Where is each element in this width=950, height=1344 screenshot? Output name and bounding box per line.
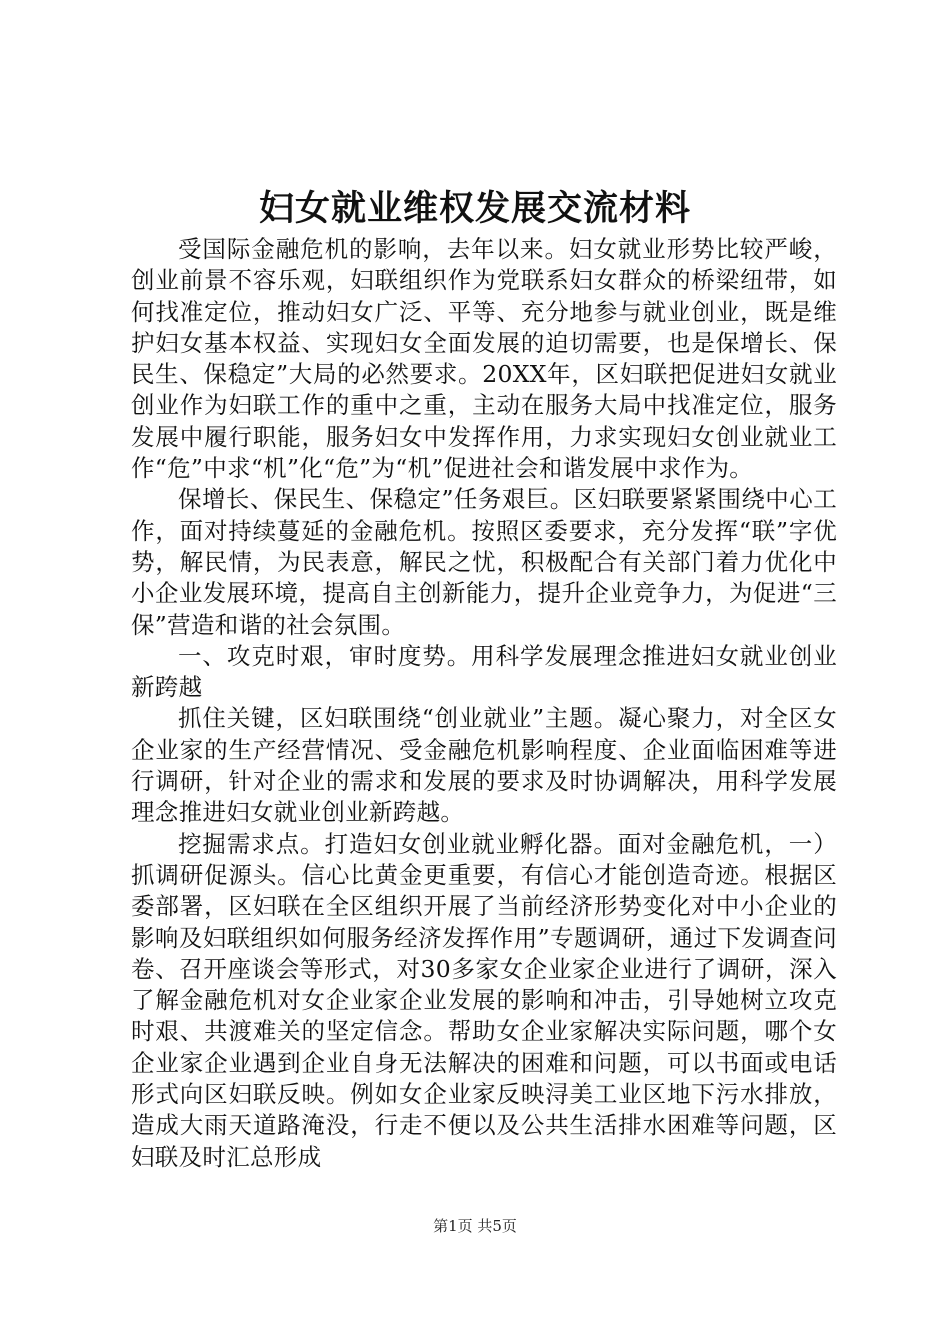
document-title: 妇女就业维权发展交流材料 (258, 188, 691, 229)
document-body (131, 234, 837, 1173)
section-heading-1: 一、攻克时艰，审时度势。用科学发展理念推进妇女就业创业新跨越 (131, 641, 837, 702)
paragraph-tasks: 保增长、保民生、保稳定”任务艰巨。区妇联要紧紧围绕中心工作，面对持续蔓延的金融危机。按照区委要求，充分发挥“联”字优势，解民情，为民表意，解民之忧，积极配合有关部门着力优化中小企业发展环境，提高自主创新能力，提升企业竞争力，为促进“三保”营造和谐的社会氛围。 (131, 485, 837, 639)
paragraph-key-points: 抓住关键，区妇联围绕“创业就业”主题。凝心聚力，对全区女企业家的生产经营情况、受金融危机影响程度、企业面临困难等进行调研，针对企业的需求和发展的要求及时协调解决，用科学发展理念推进妇女就业创业新跨越。 (131, 704, 837, 827)
paragraph-research: 挖掘需求点。打造妇女创业就业孵化器。面对金融危机，一）抓调研促源头。信心比黄金更重要，有信心才能创造奇迹。根据区委部署，区妇联在全区组织开展了当前经济形势变化对中小企业的影响及妇联组织如何服务经济发挥作用”专题调研，通过下发调查问卷、召开座谈会等形式，对30多家女企业家企业进行了调研，深入了解金融危机对女企业家企业发展的影响和冲击，引导她树立攻克时艰、共渡难关的坚定信念。帮助女企业家解决实际问题，哪个女企业家企业遇到企业自身无法解决的困难和问题，可以书面或电话形式向区妇联反映。例如女企业家反映浔美工业区地下污水排放，造成大雨天道路淹没，行走不便以及公共生活排水困难等问题，区妇联及时汇总形成 (131, 829, 837, 1171)
paragraph-intro: 受国际金融危机的影响，去年以来。妇女就业形势比较严峻，创业前景不容乐观，妇联组织作为党联系妇女群众的桥梁纽带，如何找准定位，推动妇女广泛、平等、充分地参与就业创业，既是维护妇女基本权益、实现妇女全面发展的迫切需要，也是保增长、保民生、保稳定”大局的必然要求。20XX年，区妇联把促进妇女就业创业作为妇联工作的重中之重，主动在服务大局中找准定位，服务发展中履行职能，服务妇女中发挥作用，力求实现妇女创业就业工作“危”中求“机”化“危”为“机”促进社会和谐发展中求作为。 (131, 235, 837, 483)
page-number-footer: 第1页 共5页 (433, 1217, 517, 1235)
